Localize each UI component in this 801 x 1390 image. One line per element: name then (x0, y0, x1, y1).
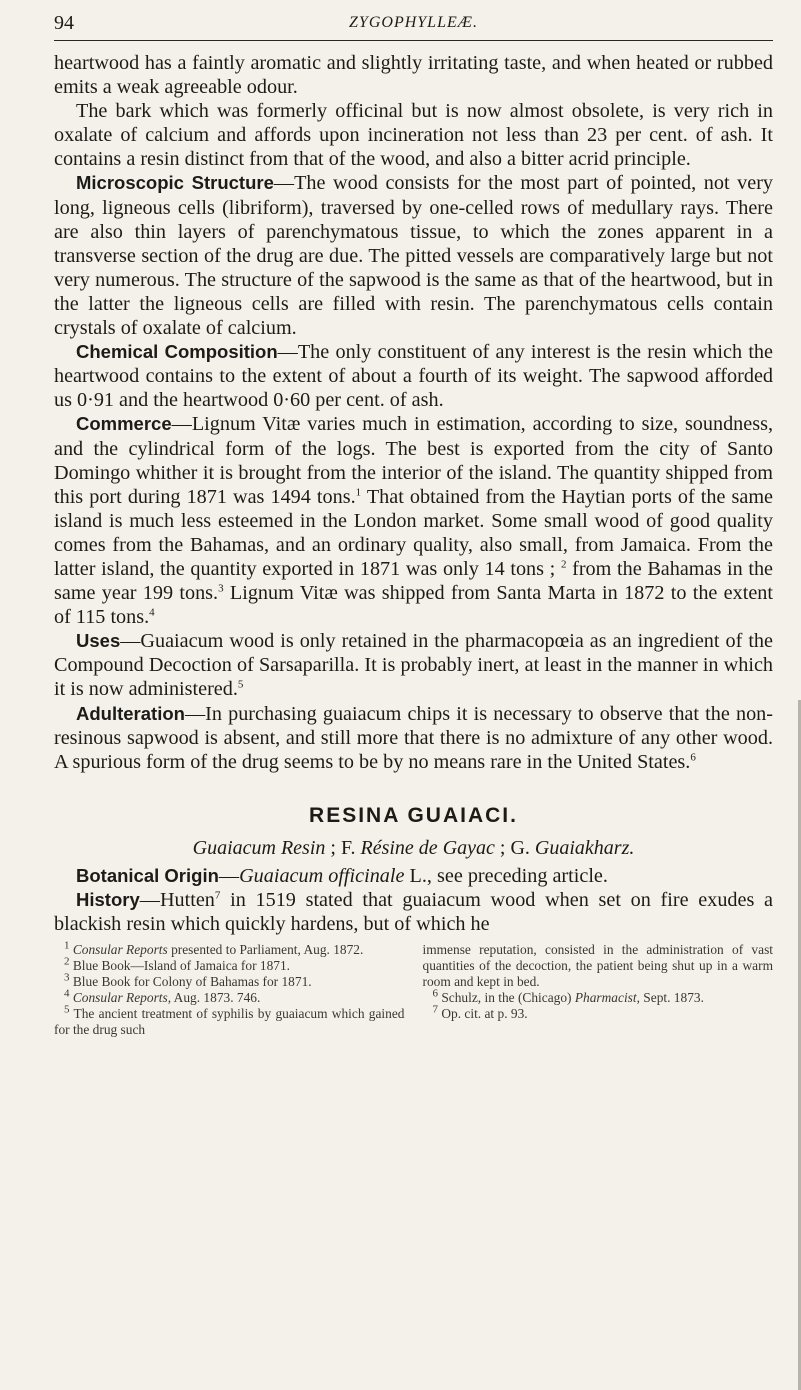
footnotes-left-column (54, 939, 405, 1038)
text-commerce-d: Lignum Vitæ was shipped from Santa Marta in 1872 to the extent of 115 tons. (54, 582, 773, 629)
footnotes-right-column (423, 942, 774, 1038)
footnote-5 (54, 1003, 405, 1038)
footnote-source: Pharmacist (574, 990, 637, 1006)
synonym-german: Guaiakharz. (529, 836, 635, 859)
footnote-number: 3 (64, 971, 70, 984)
botanical-name: Guaiacum officinale (239, 864, 405, 887)
footnote-ref[interactable]: 1 (355, 485, 362, 498)
footnote-5-continued: immense reputation, consisted in the administration of vast quantities of the decoction, the patient being shut up in a warm room and kept in bed. (422, 942, 773, 990)
heading-adulteration: Adulteration (76, 702, 185, 724)
book-page (0, 10, 801, 1390)
text-history-a: —Hutten (139, 889, 215, 911)
text-uses: —Guaiacum wood is only retained in the pharmacopœia as an ingredient of the Compound Decoction of Sarsaparilla. It is probably inert, at least in the manner in which it is now administered. (54, 630, 773, 701)
footnote-1 (54, 939, 405, 958)
footnote-number: 7 (432, 1003, 438, 1016)
synonym-english: Guaiacum Resin (192, 836, 326, 859)
footnote-text: Op. cit. at p. 93. (438, 1006, 528, 1022)
footnote-ref[interactable]: 5 (237, 678, 244, 691)
footnote-text: , Sept. 1873. (636, 990, 704, 1006)
footnote-6 (423, 987, 774, 1006)
synonym-french: Résine de Gayac (355, 836, 495, 859)
paragraph-commerce (54, 412, 773, 629)
text-history-b: in 1519 stated that guaiacum wood when set on fire exudes a blackish resin which quickly hardens, but of which he (54, 889, 773, 936)
paragraph-uses (54, 629, 773, 701)
page-header (54, 10, 773, 41)
heading-commerce: Commerce (76, 413, 172, 435)
footnote-ref[interactable]: 4 (149, 606, 155, 619)
footnote-text: , Aug. 1873. 746. (167, 990, 261, 1006)
footnote-number: 2 (64, 955, 70, 968)
text-microscopic: —The wood consists for the most part of pointed, not very long, ligneous cells (libriform), traversed by one-celled rows of medullary rays. There are also thin layers of parenchymatous tissue, to which the zones apparent in a transverse section of the drug are due. The pitted vessels are comparatively large but not very numerous. The structure of the sapwood is the same as that of the heartwood, but in the latter the ligneous cells are filled with resin. The parenchymatous cells contain crystals of oxalate of calcium. (54, 172, 774, 340)
synonyms-line (54, 836, 773, 860)
footnote-text: Schulz, in the (Chicago) (438, 990, 575, 1006)
dash: — (218, 864, 240, 887)
text-botanical: L., see preceding article. (404, 864, 608, 887)
footnote-number: 4 (64, 987, 70, 1000)
footnote-number: 5 (64, 1003, 70, 1016)
footnote-text: The ancient treatment of syphilis by guaiacum which gained for the drug such (54, 1006, 405, 1038)
heading-chemical: Chemical Composition (76, 341, 278, 363)
footnote-4 (54, 987, 405, 1006)
lang-french: F. (340, 836, 356, 859)
heading-history: History (76, 889, 140, 910)
paragraph-chemical (54, 340, 773, 412)
footnote-7 (423, 1003, 774, 1022)
section-title: RESINA GUAIACI. (309, 803, 518, 827)
running-head: ZYGOPHYLLEÆ. (349, 14, 478, 31)
separator: ; (325, 836, 341, 859)
text-chemical: —The only constituent of any interest is the resin which the heartwood contains to the extent of about a fourth of its weight. The sapwood afforded us 0·91 and the heartwood 0·60 per cent. of ash. (54, 341, 773, 412)
page-number: 94 (54, 12, 74, 34)
paragraph-microscopic (54, 171, 773, 340)
footnotes (54, 939, 773, 1038)
paragraph-adulteration (54, 702, 773, 774)
text-commerce-b: That obtained from the Haytian ports of the same island is much less esteemed in the London market. Some small wood of good quality comes from the Bahamas, and an ordinary quality, also small, from Jamaica. From the latter island, the quantity exported in 1871 was only 14 tons ; (54, 485, 773, 580)
paragraph-continuation: heartwood has a faintly aromatic and slightly irritating taste, and when heated or rubbed emits a weak agreeable odour. (54, 52, 773, 99)
footnote-2 (54, 955, 405, 974)
separator: ; (494, 836, 511, 859)
footnote-ref[interactable]: 7 (214, 889, 221, 902)
footnote-ref[interactable]: 2 (560, 558, 567, 571)
footnote-ref[interactable]: 6 (690, 750, 696, 763)
footnote-number: 1 (64, 939, 70, 952)
paragraph-botanical (54, 864, 773, 888)
lang-german: G. (510, 836, 530, 859)
footnote-text: Blue Book—Island of Jamaica for 1871. (69, 958, 291, 974)
paragraph-bark: The bark which was formerly officinal but is now almost obsolete, is very rich in oxalate of calcium and affords upon incineration not less than 23 per cent. of ash. It contains a resin distinct from that of the wood, and also a bitter acrid principle. (54, 100, 773, 171)
heading-uses: Uses (76, 630, 121, 652)
text-commerce-a: —Lignum Vitæ varies much in estimation, according to size, soundness, and the cylindrical form of the logs. The best is exported from the city of Santo Domingo whither it is brought from the interior of the island. The quantity shipped from this port during 1871 was 1494 tons. (54, 413, 773, 508)
footnote-text: presented to Parliament, Aug. 1872. (167, 942, 364, 958)
body-text (54, 51, 773, 936)
paragraph-history (54, 888, 773, 936)
footnote-text: Blue Book for Colony of Bahamas for 1871. (69, 974, 312, 990)
heading-microscopic: Microscopic Structure (76, 172, 274, 194)
text-adulteration: —In purchasing guaiacum chips it is necessary to observe that the non-resinous sapwood is absent, and still more that there is no admixture of any other wood. A spurious form of the drug seems to be by no means rare in the United States. (54, 702, 773, 773)
footnote-ref[interactable]: 3 (218, 582, 224, 595)
footnote-3 (54, 971, 405, 990)
footnote-source: Consular Reports (72, 990, 168, 1006)
footnote-source: Consular Reports (72, 942, 168, 958)
text-commerce-c: from the Bahamas in the same year 199 tons. (54, 557, 774, 605)
footnote-number: 6 (432, 987, 438, 1000)
heading-botanical: Botanical Origin (76, 864, 219, 886)
